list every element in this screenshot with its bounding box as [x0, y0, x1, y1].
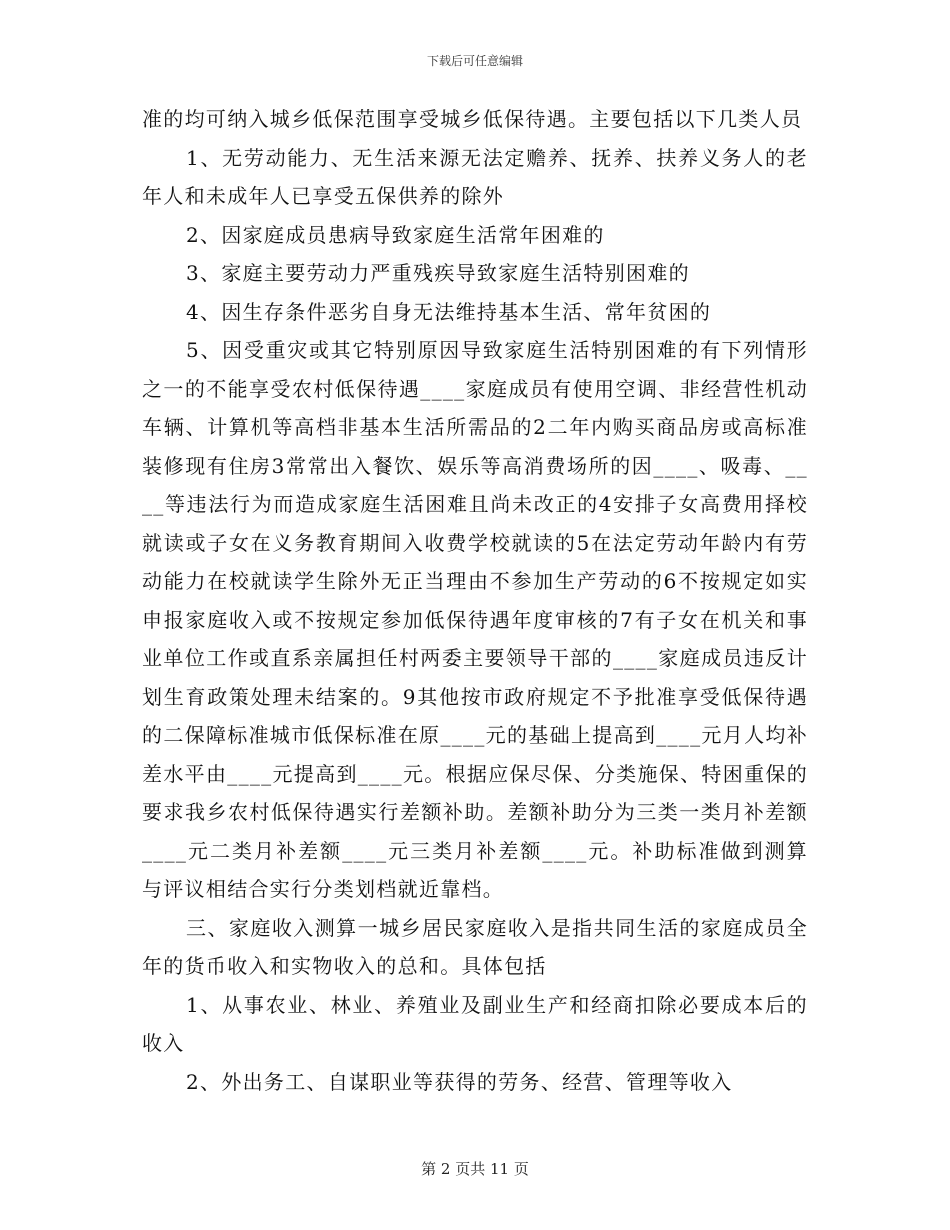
paragraph-income-item-1: 1、从事农业、林业、养殖业及副业生产和经商扣除必要成本后的收入 — [142, 992, 808, 1055]
paragraph-item-5: 5、因受重灾或其它特别原因导致家庭生活特别困难的有下列情形之一的不能享受农村低保待遇____家庭成员有使用空调、非经营性机动车辆、计算机等高档非基本生活所需品的2二年内购买商品房或高标准装修现有住房3常常出入餐饮、娱乐等高消费场所的因____、吸毒、____等违法行为而造成家庭生活困难且尚未改正的4安排子女高费用择校就读或子女在义务教育期间入收费学校就读的5在法定劳动年龄内有劳动能力在校就读学生除外无正当理由不参加生产劳动的6不按规定如实申报家庭收入或不按规定参加低保待遇年度审核的7有子女在机关和事业单位工作或直系亲属担任村两委主要领导干部的____家庭成员违反计划生育政策处理未结案的。9其他按市政府规定不予批准享受低保待遇的二保障标准城市低保标准在原____元的基础上提高到____元月人均补差水平由____元提高到____元。根据应保尽保、分类施保、特困重保的要求我乡农村低保待遇实行差额补助。差额补助分为三类一类月补差额____元二类月补差额____元三类月补差额____元。补助标准做到测算与评议相结合实行分类划档就近靠档。 — [142, 338, 808, 901]
page-number-footer: 第 2 页共 11 页 — [421, 1160, 529, 1178]
paragraph-section-3: 三、家庭收入测算一城乡居民家庭收入是指共同生活的家庭成员全年的货币收入和实物收入的总和。具体包括 — [142, 915, 808, 978]
paragraph-item-2: 2、因家庭成员患病导致家庭生活常年困难的 — [186, 222, 605, 247]
paragraph-item-1: 1、无劳动能力、无生活来源无法定赡养、抚养、扶养义务人的老年人和未成年人已享受五保供养的除外 — [142, 145, 808, 208]
paragraph-continuation: 准的均可纳入城乡低保范围享受城乡低保待遇。主要包括以下几类人员 — [142, 107, 803, 131]
page-header: 下载后可任意编辑 — [426, 54, 523, 68]
paragraph-item-3: 3、家庭主要劳动力严重残疾导致家庭生活特别困难的 — [186, 261, 690, 285]
document-body — [142, 100, 808, 1101]
paragraph-item-4: 4、因生存条件恶劣自身无法维持基本生活、常年贫困的 — [186, 299, 712, 324]
paragraph-income-item-2: 2、外出务工、自谋职业等获得的劳务、经营、管理等收入 — [186, 1069, 733, 1094]
